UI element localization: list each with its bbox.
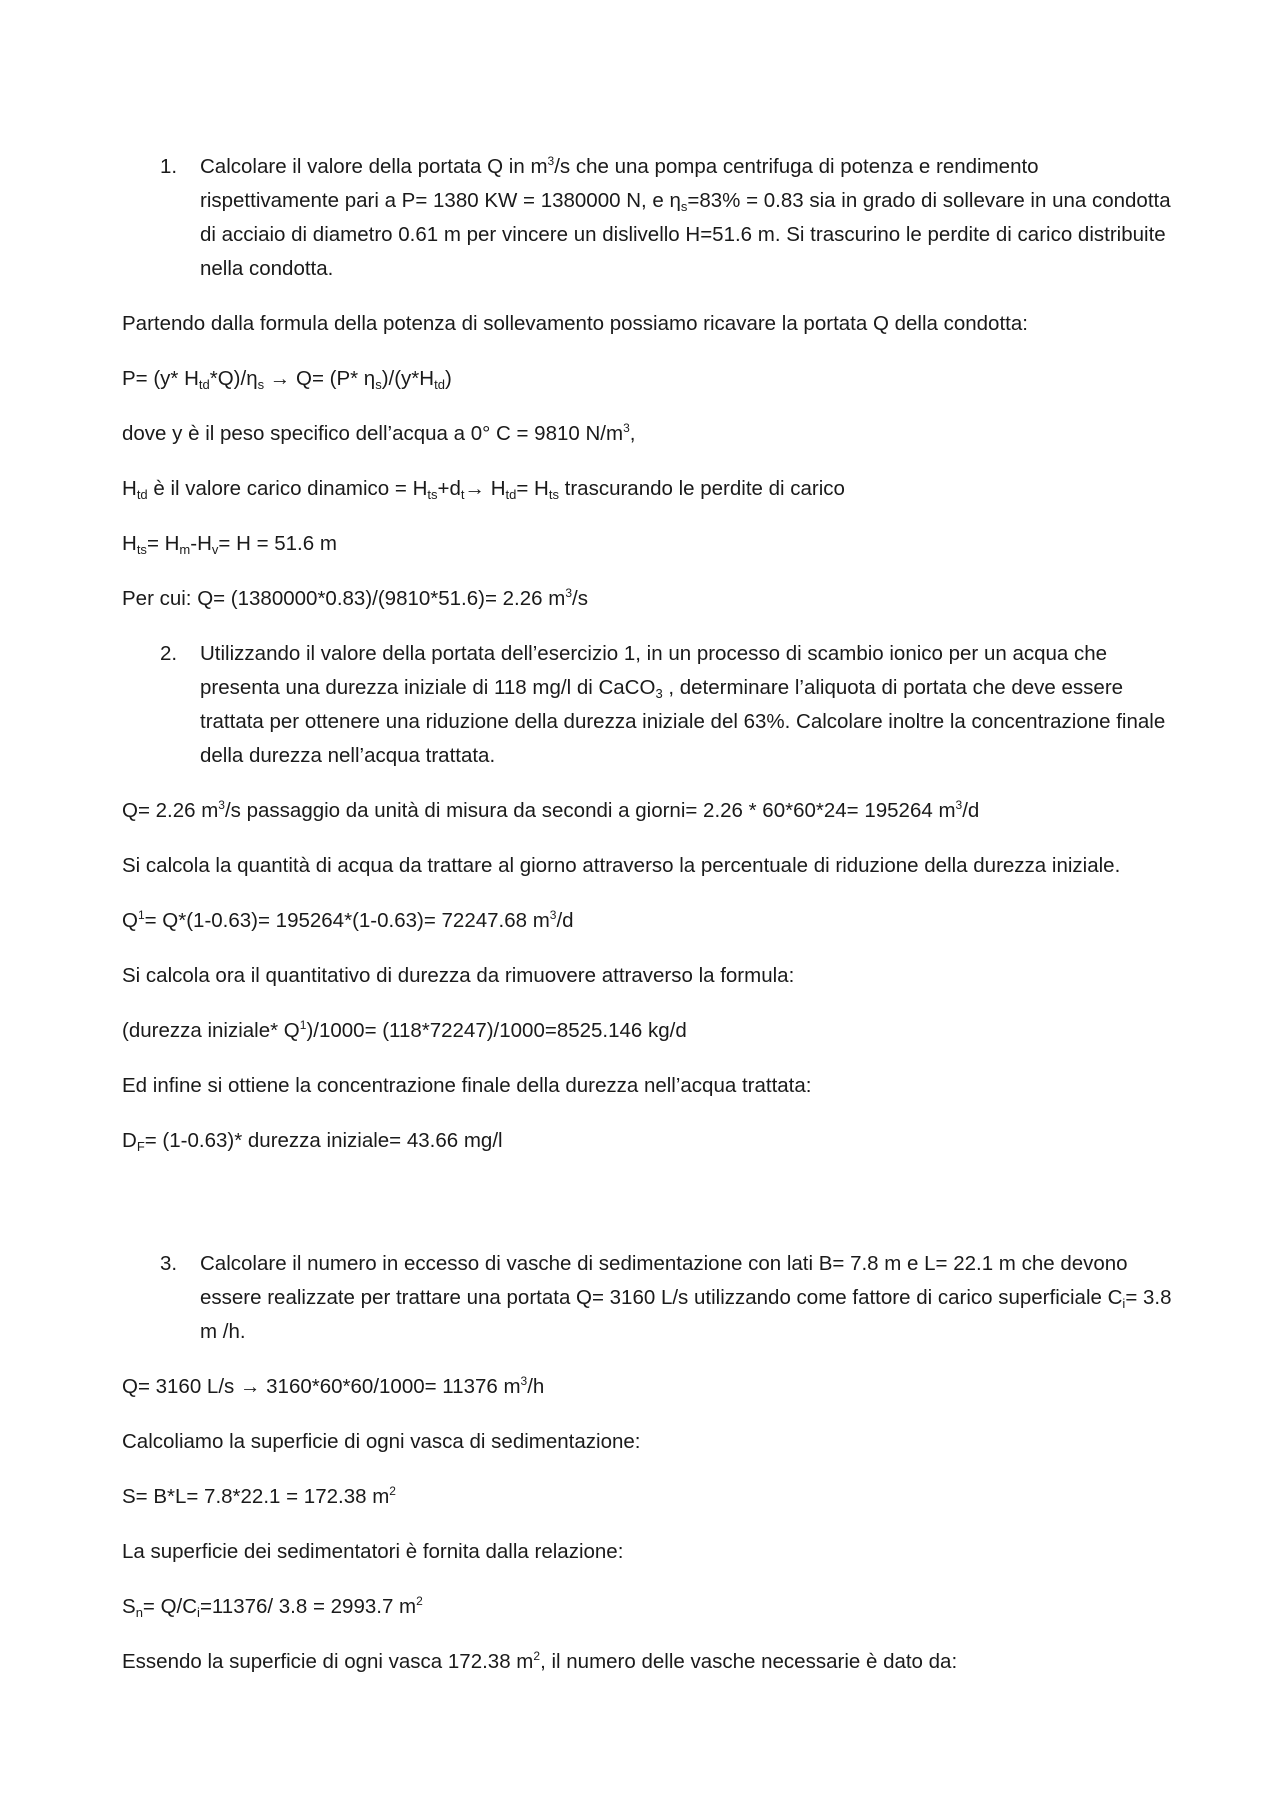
formula-surface <box>122 1480 1182 1514</box>
superscript: 3 <box>218 798 225 812</box>
paragraph-text: , il numero delle vasche necessarie è dato da: <box>540 1650 958 1673</box>
superscript: 2 <box>389 1484 396 1498</box>
subscript: s <box>680 199 688 214</box>
superscript: 1 <box>137 908 145 922</box>
spacer <box>122 1179 1182 1247</box>
paragraph-dynamic-head <box>122 472 1182 506</box>
paragraph-text: /s <box>572 587 588 610</box>
paragraph-result-1 <box>122 582 1182 616</box>
paragraph-text: = H <box>146 532 180 555</box>
formula-hardness <box>122 1014 1182 1048</box>
subscript: s <box>257 377 265 392</box>
subscript: td <box>505 487 517 502</box>
question-text: Calcolare il numero in eccesso di vasche di sedimentazione con lati B= 7.8 m e L= 22.1 m che devono essere realizzate per trattare una portata Q= 3160 L/s utilizzando come fattore di carico superficiale C <box>200 1252 1128 1309</box>
formula-text: = (1-0.63)* durezza iniziale= 43.66 mg/l <box>144 1129 503 1152</box>
question-number: 2. <box>160 642 178 665</box>
paragraph-tank-count <box>122 1645 1182 1679</box>
formula-power <box>122 362 1182 396</box>
paragraph-text: /s passaggio da unità di misura da secondi a giorni= 2.26 * 60*60*24= 195264 m <box>224 799 956 822</box>
paragraph-text: = H = 51.6 m <box>218 532 337 555</box>
formula-text: P= (y* H <box>122 367 199 390</box>
formula-text: S= B*L= 7.8*22.1 = 172.38 m <box>122 1485 390 1508</box>
superscript: 2 <box>416 1594 423 1608</box>
subscript: ts <box>427 487 438 502</box>
paragraph-specific-weight <box>122 417 1182 451</box>
superscript: 3 <box>547 154 555 168</box>
superscript: 3 <box>549 908 557 922</box>
formula-final-hardness <box>122 1124 1182 1158</box>
formula-sedimentation-surface <box>122 1590 1182 1624</box>
paragraph-text: Q= 3160 L/s → 3160*60*60/1000= 11376 m <box>122 1375 521 1398</box>
paragraph-static-head <box>122 527 1182 561</box>
paragraph-text: è il valore carico dinamico = H <box>147 477 428 500</box>
superscript: 3 <box>565 586 572 600</box>
question-text: /s che una pompa centrifuga di potenza e rendimento rispettivamente pari a P= 1380 KW = 1380000 N, e η <box>200 155 1039 212</box>
formula-text: )/(y*H <box>381 367 435 390</box>
document-body <box>122 150 1182 1700</box>
paragraph-final-concentration: Ed infine si ottiene la concentrazione finale della durezza nell’acqua trattata: <box>122 1074 812 1097</box>
question-1 <box>122 150 1182 286</box>
question-number: 3. <box>160 1252 178 1275</box>
question-number: 1. <box>160 155 178 178</box>
paragraph-text: /d <box>962 799 980 822</box>
paragraph-text: trascurando le perdite di carico <box>558 477 845 500</box>
paragraph-text: -H <box>190 532 212 555</box>
subscript: m <box>179 542 191 557</box>
question-text: Utilizzando il valore della portata dell’esercizio 1, in un processo di scambio ionico per un acqua che presenta una durezza iniziale di 118 mg/l di CaCO <box>200 642 1108 699</box>
paragraph-calc-quantity: Si calcola la quantità di acqua da trattare al giorno attraverso la percentuale di riduzione della durezza iniziale. <box>122 854 1121 877</box>
subscript: F <box>136 1139 145 1154</box>
subscript: ts <box>136 542 147 557</box>
subscript: ts <box>548 487 559 502</box>
formula-text: )/1000= (118*72247)/1000=8525.146 kg/d <box>306 1019 687 1042</box>
paragraph-text: dove y è il peso specifico dell’acqua a 0° C = 9810 N/m <box>122 422 624 445</box>
superscript: 2 <box>533 1649 541 1663</box>
question-text: =83% = 0.83 sia in grado di sollevare in una condotta di acciaio di diametro 0.61 m per vincere un dislivello H=51.6 m. Si trascurino le perdite di carico distribuite nella condotta. <box>200 189 1171 280</box>
subscript: td <box>198 377 210 392</box>
paragraph-text: Q= 2.26 m <box>122 799 219 822</box>
paragraph-text: , <box>629 422 636 445</box>
question-text: Calcolare il valore della portata Q in m <box>200 155 548 178</box>
formula-text: (durezza iniziale* Q <box>122 1019 300 1042</box>
formula-text: = Q/C <box>142 1595 198 1618</box>
paragraph-text: = H <box>516 477 549 500</box>
superscript: 1 <box>299 1018 307 1032</box>
paragraph-text: = Q*(1-0.63)= 195264*(1-0.63)= 72247.68 m <box>144 909 550 932</box>
paragraph-text: Essendo la superficie di ogni vasca 172.38 m <box>122 1650 534 1673</box>
question-2 <box>122 637 1182 773</box>
question-text: = 3.8 m /h. <box>200 1286 1172 1343</box>
paragraph-text: H <box>122 477 137 500</box>
subscript: i <box>197 1605 200 1620</box>
formula-text: → Q= (P* η <box>264 367 376 390</box>
paragraph-text: Per cui: Q= (1380000*0.83)/(9810*51.6)= 2.26 m <box>122 587 566 610</box>
subscript: t <box>460 487 465 502</box>
paragraph-unit-conversion <box>122 794 1182 828</box>
subscript: v <box>211 542 219 557</box>
paragraph-text: H <box>122 532 137 555</box>
subscript: s <box>375 377 382 392</box>
subscript: td <box>434 377 445 392</box>
superscript: 3 <box>520 1374 528 1388</box>
paragraph-text: +d <box>437 477 461 500</box>
formula-text: =11376/ 3.8 = 2993.7 m <box>199 1595 417 1618</box>
superscript: 3 <box>955 798 963 812</box>
paragraph-surface-intro: Calcoliamo la superficie di ogni vasca di sedimentazione: <box>122 1430 641 1453</box>
paragraph-flow-conversion <box>122 1370 1182 1404</box>
subscript: i <box>1122 1296 1126 1311</box>
formula-text: D <box>122 1129 137 1152</box>
subscript: td <box>136 487 148 502</box>
paragraph-remove-hardness: Si calcola ora il quantitativo di durezza da rimuovere attraverso la formula: <box>122 964 795 987</box>
question-3 <box>122 1247 1182 1349</box>
paragraph-relation: La superficie dei sedimentatori è fornita dalla relazione: <box>122 1540 624 1563</box>
paragraph-q1-value <box>122 904 1182 938</box>
subscript: n <box>135 1605 143 1620</box>
paragraph-text: → H <box>464 477 506 500</box>
formula-text: ) <box>444 367 452 390</box>
paragraph-text: /d <box>556 909 574 932</box>
formula-text: S <box>122 1595 136 1618</box>
paragraph-intro: Partendo dalla formula della potenza di sollevamento possiamo ricavare la portata Q della condotta: <box>122 312 1028 335</box>
question-text: , determinare l’aliquota di portata che deve essere trattata per ottenere una riduzione della durezza iniziale del 63%. Calcolare inoltre la concentrazione finale della durezza nell’acqua trattata. <box>200 676 1166 767</box>
paragraph-text: Q <box>122 909 138 932</box>
subscript: 3 <box>655 686 663 701</box>
paragraph-text: /h <box>527 1375 545 1398</box>
formula-text: *Q)/η <box>209 367 258 390</box>
superscript: 3 <box>623 421 630 435</box>
